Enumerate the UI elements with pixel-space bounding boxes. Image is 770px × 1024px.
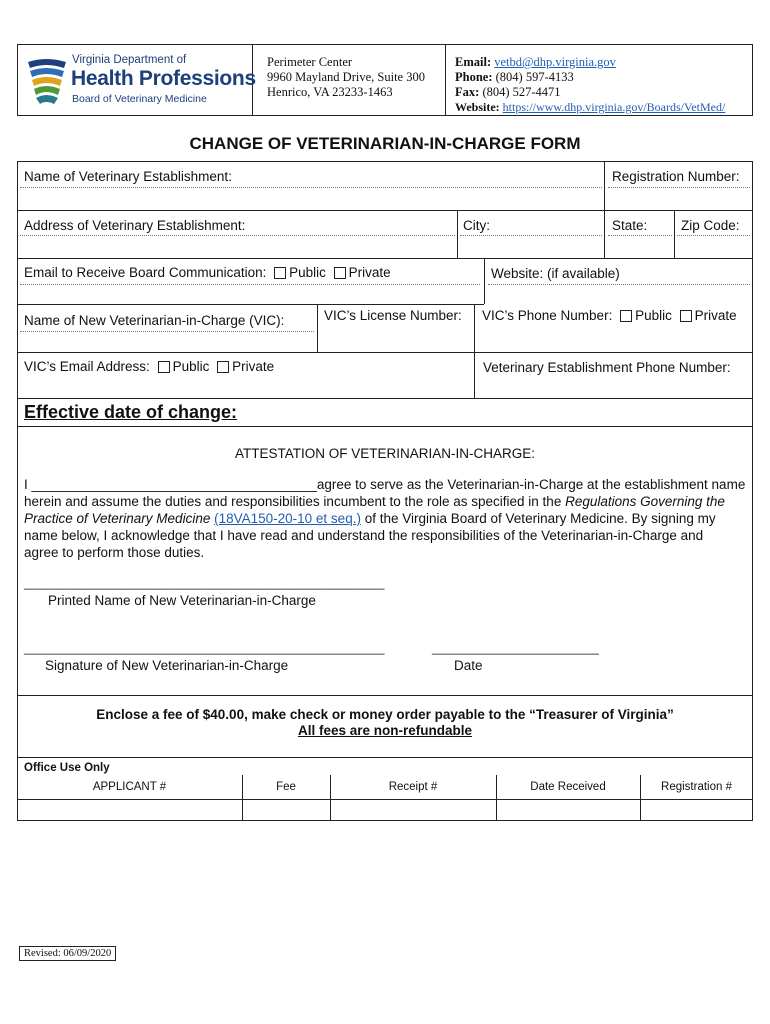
form-title: CHANGE OF VETERINARIAN-IN-CHARGE FORM: [189, 134, 581, 153]
vic-phone-private-checkbox[interactable]: [680, 310, 692, 322]
email-label: Email:: [455, 55, 492, 69]
vic-phone-public-checkbox[interactable]: [620, 310, 632, 322]
logo-line2: Health Professions: [71, 67, 256, 90]
fax-label: Fax:: [455, 85, 480, 99]
attestation-line1-text: agree to serve as the Veterinarian-in-Charge at the establishment name: [316, 477, 746, 492]
new-vic-name-label: Name of New Veterinarian-in-Charge (VIC):: [24, 313, 285, 328]
dot-line-4: [20, 331, 314, 332]
printed-name-label: Printed Name of New Veterinarian-in-Charge: [48, 593, 316, 608]
attestation-line3: [24, 511, 716, 526]
printed-name-line[interactable]: ______________________________________________________: [24, 576, 385, 590]
registration-number-label: Registration Number:: [612, 169, 740, 184]
vic-email-row: [24, 359, 274, 374]
zip-label: Zip Code:: [681, 218, 740, 233]
vic-email-public-checkbox[interactable]: [158, 361, 170, 373]
establishment-name-label: Name of Veterinary Establishment:: [24, 169, 232, 184]
col-sep-vicphone: [474, 304, 475, 399]
vic-email-private-checkbox[interactable]: [217, 361, 229, 373]
vic-license-label: VIC’s License Number:: [324, 308, 462, 323]
row-sep-1: [17, 210, 753, 211]
vic-email-label: VIC’s Email Address:: [24, 359, 150, 374]
signature-line[interactable]: ______________________________________________________: [24, 641, 385, 655]
revised-date: Revised: 06/09/2020: [19, 946, 116, 961]
date-line[interactable]: _________________________: [432, 641, 599, 655]
office-col-fee: Fee: [276, 781, 296, 793]
fee-line1: Enclose a fee of $40.00, make check or money order payable to the “Treasurer of Virginia”: [96, 707, 674, 722]
contact-website-row: [455, 100, 725, 115]
row-sep-4: [17, 352, 753, 353]
office-col-date-received: Date Received: [530, 781, 606, 793]
attestation-line5: agree to perform those duties.: [24, 545, 205, 560]
address-line2: 9960 Mayland Drive, Suite 300: [267, 70, 425, 84]
regulation-citation-link[interactable]: (18VA150-20-10 et seq.): [214, 511, 361, 526]
state-label: State:: [612, 218, 648, 233]
row-sep-2: [17, 258, 753, 259]
attestation-name-blank[interactable]: ______________________________________: [31, 477, 317, 492]
col-sep-city: [457, 210, 458, 258]
contact-phone-row: [455, 70, 574, 85]
effective-date-label: Effective date of change:: [24, 402, 238, 422]
logo-line3: Board of Veterinary Medicine: [72, 93, 207, 105]
website-label: Website:: [455, 100, 500, 114]
vic-email-private-label: Private: [232, 359, 275, 374]
vic-email-public-label: Public: [172, 359, 210, 374]
logo-line1: Virginia Department of: [72, 54, 187, 66]
vic-phone-label: VIC’s Phone Number:: [482, 308, 613, 323]
attestation-box: [17, 426, 753, 696]
attestation-i: I: [24, 477, 32, 492]
dhp-logo: [24, 52, 256, 110]
dot-line-3: [20, 284, 480, 285]
contact-fax-row: [455, 85, 561, 100]
vic-phone-private-label: Private: [694, 308, 737, 323]
phone-value: (804) 597-4133: [495, 70, 574, 84]
fee-line2: All fees are non-refundable: [297, 723, 473, 738]
office-col-applicant: APPLICANT #: [92, 781, 167, 793]
email-board-row: [24, 265, 391, 280]
email-private-checkbox[interactable]: [334, 267, 346, 279]
office-use-title: Office Use Only: [24, 762, 110, 774]
dot-line-1: [20, 187, 602, 188]
regulations-title: Regulations Governing the: [565, 494, 725, 509]
address-line1: Perimeter Center: [267, 55, 353, 69]
website-field-label: Website: (if available): [491, 266, 620, 281]
establishment-phone-label: Veterinary Establishment Phone Number:: [483, 360, 731, 375]
attestation-line3-text: of the Virginia Board of Veterinary Medicine. By signing my: [360, 511, 716, 526]
header-divider-2: [445, 44, 446, 116]
fax-value: (804) 527-4471: [482, 85, 561, 99]
dot-line-2: [20, 235, 455, 236]
office-use-sep: [17, 799, 753, 800]
attestation-line2: [24, 494, 725, 509]
attestation-heading: ATTESTATION OF VETERINARIAN-IN-CHARGE:: [234, 446, 535, 461]
city-label: City:: [463, 218, 490, 233]
row-sep-3a: [17, 304, 484, 305]
attestation-line1: [24, 477, 745, 492]
vic-phone-public-label: Public: [635, 308, 672, 323]
col-sep-license: [317, 304, 318, 352]
office-col-receipt: Receipt #: [388, 781, 438, 793]
col-sep-reg: [604, 161, 605, 258]
dot-line-1b: [608, 187, 750, 188]
col-sep-zip: [674, 210, 675, 258]
email-public-checkbox[interactable]: [274, 267, 286, 279]
signature-label: Signature of New Veterinarian-in-Charge: [45, 658, 289, 673]
address-line3: Henrico, VA 23233-1463: [267, 85, 393, 99]
phone-label: Phone:: [455, 70, 493, 84]
address-label: Address of Veterinary Establishment:: [24, 218, 246, 233]
date-label: Date: [454, 658, 483, 673]
email-board-label: Email to Receive Board Communication:: [24, 265, 267, 280]
contact-email-row: [455, 55, 616, 70]
dot-line-2b: [460, 235, 602, 236]
email-private-label: Private: [348, 265, 391, 280]
dot-line-3b: [488, 284, 750, 285]
vic-phone-row: [482, 308, 737, 323]
attestation-line4: name below, I acknowledge that I have read and understand the responsibilities of the Veterinarian-in-Charge and: [24, 528, 704, 543]
dot-line-2c: [608, 235, 672, 236]
attestation-line2-text: herein and assume the duties and responsibilities incumbent to the role as specified in the: [24, 494, 566, 509]
dhp-logo-emblem-icon: [24, 54, 68, 106]
dot-line-2d: [677, 235, 750, 236]
regulations-title-cont: Practice of Veterinary Medicine: [24, 511, 211, 526]
office-col-registration: Registration #: [661, 781, 732, 793]
email-public-label: Public: [289, 265, 326, 280]
website-link[interactable]: https://www.dhp.virginia.gov/Boards/VetMed/: [502, 100, 726, 114]
email-link[interactable]: vetbd@dhp.virginia.gov: [494, 55, 616, 69]
col-sep-website: [484, 258, 485, 304]
